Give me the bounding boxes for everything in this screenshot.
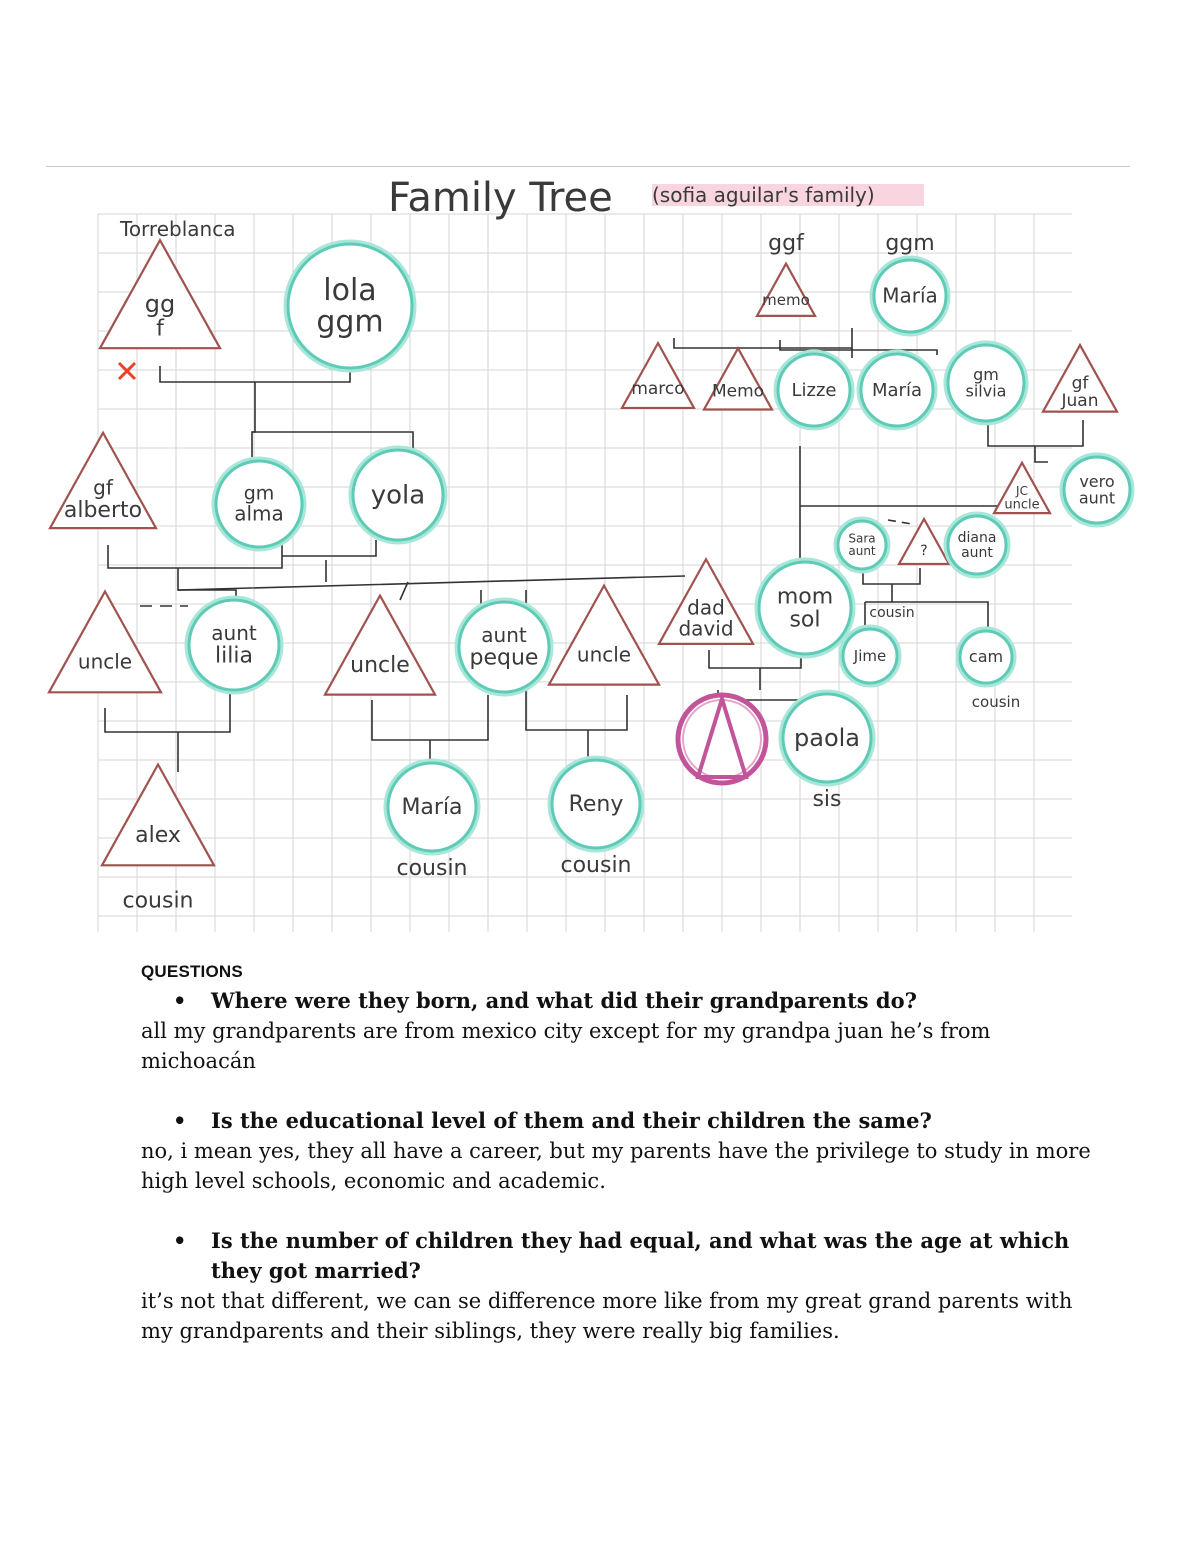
deceased-x-mark: [119, 363, 135, 379]
member-label: María: [882, 283, 938, 308]
member-lilia: [187, 598, 281, 692]
member-maria-cousin: [386, 761, 478, 881]
member-jc: [994, 463, 1050, 513]
member-label: gm: [973, 364, 999, 384]
member-label: uncle: [576, 642, 632, 667]
member-label: gg: [144, 290, 176, 319]
member-role-label: cousin: [122, 888, 194, 914]
member-label: alberto: [63, 498, 143, 524]
member-role-label: cousin: [560, 853, 632, 878]
member-alberto: [50, 433, 156, 528]
member-label: f: [156, 316, 164, 342]
member-role-label: sis: [812, 787, 842, 812]
member-label: vero: [1079, 471, 1115, 491]
member-label: memo: [762, 291, 810, 310]
bullet-icon: •: [173, 1108, 187, 1133]
member-sara: [836, 519, 888, 571]
question-text: Is the educational level of them and their children the same?: [211, 1108, 932, 1133]
member-label: mom: [776, 584, 834, 610]
member-david: [659, 559, 753, 644]
answer-text: all my grandparents are from mexico city except for my grandpa juan he’s from michoacán: [141, 1019, 991, 1073]
questions-section: [141, 962, 1101, 1376]
member-label: aunt: [961, 544, 993, 561]
member-uncle-2: [325, 596, 435, 695]
member-label: aunt: [211, 620, 257, 645]
tree-subtitle: (sofia aguilar's family): [652, 183, 875, 207]
member-label: marco: [631, 379, 685, 400]
member-label: gm: [243, 482, 275, 505]
member-label: gf: [1071, 373, 1089, 394]
member-maria-aunt: [859, 352, 935, 428]
questions-heading: QUESTIONS: [141, 962, 243, 981]
member-label: María: [872, 379, 922, 401]
self-circle-icon: [678, 695, 766, 783]
member-label: sol: [789, 607, 821, 633]
question-text: Is the number of children they had equal, and what was the age at which they got married?: [211, 1228, 1070, 1283]
member-label: gf: [93, 475, 113, 500]
male-triangle-icon: [325, 596, 435, 695]
member-label: peque: [469, 645, 539, 671]
member-label: ?: [920, 543, 928, 560]
question-block-3: [141, 1226, 1101, 1346]
member-role-label: cousin: [869, 605, 915, 621]
tree-title: Family Tree: [388, 175, 613, 221]
member-lola: [286, 242, 414, 370]
question-block-1: [141, 986, 1101, 1076]
member-alex: [102, 765, 214, 914]
member-label: cam: [968, 647, 1004, 667]
member-role-label: ggm: [885, 231, 935, 256]
member-yola: [351, 448, 445, 542]
member-sol: [757, 560, 853, 656]
question-item: [141, 1106, 1101, 1136]
member-label: JC: [1016, 484, 1028, 499]
member-label: Reny: [568, 792, 624, 818]
member-label: uncle: [350, 653, 410, 679]
member-juan: [1043, 345, 1117, 412]
member-silvia: [946, 343, 1026, 423]
member-label: aunt: [481, 622, 527, 647]
member-diana: [946, 514, 1008, 576]
separation-dashes: [888, 520, 912, 524]
member-label: dad: [687, 595, 725, 620]
member-label: Jime: [853, 646, 887, 665]
member-paola: [781, 692, 873, 812]
member-label: yola: [370, 480, 426, 511]
member-label: Memo: [711, 381, 765, 402]
member-label: aunt: [1078, 488, 1116, 508]
member-label: lilia: [215, 643, 253, 669]
member-label: silvia: [965, 381, 1007, 401]
answer-text: no, i mean yes, they all have a career, but my parents have the privilege to study in more high level schools, economic and academic.: [141, 1139, 1091, 1193]
member-label: aunt: [848, 544, 876, 559]
member-label: david: [678, 616, 734, 641]
member-sofia: [678, 695, 766, 783]
member-ggf-torreblanca: [100, 240, 220, 348]
answer-text: it’s not that different, we can se difference more like from my great grand parents with my grandparents and their siblings, they were really big families.: [141, 1289, 1073, 1343]
member-role-label: cousin: [396, 856, 468, 881]
male-triangle-icon: [102, 765, 214, 866]
member-label: Sara: [848, 531, 876, 546]
member-vero: [1062, 455, 1132, 525]
member-reny: [550, 758, 642, 878]
member-peque: [457, 600, 551, 694]
member-alma: [214, 459, 304, 549]
member-label: uncle: [1004, 497, 1040, 513]
member-memo: [704, 348, 772, 409]
member-role-label: cousin: [971, 693, 1021, 711]
member-label: alma: [234, 501, 284, 526]
bullet-icon: •: [173, 988, 187, 1013]
member-memo-ggf: [757, 231, 815, 316]
bullet-icon: •: [173, 1228, 187, 1253]
member-label: ggm: [316, 304, 384, 340]
question-item: [141, 1226, 1101, 1286]
member-label: paola: [794, 723, 860, 752]
member-cam: [958, 629, 1020, 711]
member-label: lola: [323, 273, 377, 308]
member-lizze: [776, 352, 852, 428]
question-item: [141, 986, 1101, 1016]
family-surname: Torreblanca: [120, 217, 236, 241]
member-role-label: ggf: [768, 231, 804, 257]
member-maria-ggm: [872, 231, 948, 334]
member-label: diana: [957, 530, 997, 547]
member-label: María: [401, 795, 463, 821]
member-label: uncle: [77, 649, 133, 674]
question-text: Where were they born, and what did their grandparents do?: [211, 988, 917, 1013]
member-label: Lizze: [791, 379, 837, 401]
question-block-2: [141, 1106, 1101, 1196]
member-label: alex: [135, 823, 181, 849]
member-label: Juan: [1061, 391, 1099, 412]
family-members: [49, 231, 1132, 913]
